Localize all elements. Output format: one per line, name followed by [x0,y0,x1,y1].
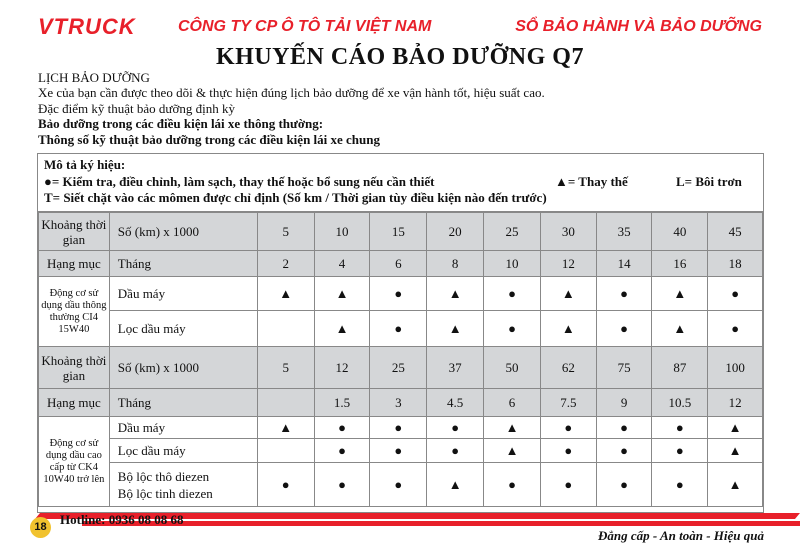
s1-month: 10 [484,251,541,277]
legend-title: Mô tả ký hiệu: [44,157,126,172]
s1-month: 14 [596,251,652,277]
page-title: KHUYẾN CÁO BẢO DƯỠNG Q7 [216,44,584,70]
s1-month: 6 [370,251,427,277]
s1-oil-mark: ▲ [257,277,314,311]
s2-month: 3 [370,389,427,417]
s1-filter-row [39,311,763,347]
s2-km: 100 [708,347,763,389]
s2-oil-mark: ● [596,417,652,439]
page-header [0,0,800,46]
s1-month: 8 [427,251,484,277]
s1-filter-mark: ● [708,311,763,347]
s1-km: 10 [314,213,370,251]
s1-month: 4 [314,251,370,277]
s2-fuel-mark: ● [314,463,370,507]
s1-km: 25 [484,213,541,251]
legend-lube: L= Bôi trơn [676,174,742,189]
s2-filter-mark: ● [427,439,484,463]
s1-oil-row [39,277,763,311]
s2-month: 10.5 [652,389,708,417]
s2-month: 6 [484,389,541,417]
s1-month: 18 [708,251,763,277]
page-number: 18 [30,517,51,538]
s2-fuel-mark: ● [652,463,708,507]
s1-month: 2 [257,251,314,277]
s2-filter-mark: ▲ [708,439,763,463]
s2-km: 37 [427,347,484,389]
s1-oil-mark: ▲ [427,277,484,311]
s2-filter-mark [257,439,314,463]
s2-km-label: Số (km) x 1000 [109,347,257,389]
s1-oil-mark: ● [596,277,652,311]
s1-filter-mark [257,311,314,347]
s2-filter-mark: ● [370,439,427,463]
company-name: CÔNG TY CP Ô TÔ TẢI VIỆT NAM [178,18,432,35]
s1-km: 15 [370,213,427,251]
s1-km: 35 [596,213,652,251]
hotline: Hotline: 0936 08 08 68 [60,512,184,527]
s2-km: 62 [540,347,596,389]
s1-month-label: Tháng [109,251,257,277]
intro-line-2: Đặc điểm kỹ thuật bảo dưỡng định kỳ [38,100,235,116]
schedule-grid [38,212,763,507]
s2-item-label: Hạng mục [39,389,110,417]
s1-oil-label: Dầu máy [109,277,257,311]
s2-interval-label: Khoảng thời gian [39,347,110,389]
s2-km: 50 [484,347,541,389]
s2-filter-mark: ● [596,439,652,463]
s1-oil-mark: ● [370,277,427,311]
footer-stripe-lower [82,521,800,526]
s2-oil-mark: ▲ [257,417,314,439]
vtruck-logo: VTRUCK [38,14,136,39]
s2-fuel-mark: ▲ [708,463,763,507]
s1-filter-mark: ▲ [314,311,370,347]
symbol-legend [38,154,763,212]
s2-month: 9 [596,389,652,417]
fine-fuel-filter-label: Bộ lộc tinh diezen [117,485,213,501]
s2-fuel-mark: ▲ [427,463,484,507]
s2-month: 1.5 [314,389,370,417]
intro-text [38,70,768,147]
s1-km: 30 [540,213,596,251]
intro-line-4: Thông số kỹ thuật bảo dưỡng trong các điều kiện lái xe chung [38,131,380,147]
s2-fuel-filter-label [109,463,257,507]
s1-filter-mark: ● [484,311,541,347]
s2-fuel-mark: ● [370,463,427,507]
s1-filter-mark: ▲ [540,311,596,347]
s2-km: 12 [314,347,370,389]
s1-filter-mark: ▲ [652,311,708,347]
s2-month: 7.5 [540,389,596,417]
s2-km: 87 [652,347,708,389]
s2-month: 12 [708,389,763,417]
s2-oil-mark: ▲ [708,417,763,439]
legend-torque: T= Siết chặt vào các mômen được chỉ định (Số km / Thời gian tùy điều kiện nào đến trước) [44,190,547,205]
s2-fuel-mark: ● [484,463,541,507]
s1-km-row [39,213,763,251]
s1-condition: Động cơ sử dụng dầu thông thường CI4 15W40 [39,277,110,347]
s2-filter-row [39,439,763,463]
s2-fuel-mark: ● [596,463,652,507]
s2-month [257,389,314,417]
s1-month: 16 [652,251,708,277]
s1-km: 5 [257,213,314,251]
s1-oil-mark: ▲ [540,277,596,311]
s2-oil-row [39,417,763,439]
s1-item-label: Hạng mục [39,251,110,277]
s2-km: 75 [596,347,652,389]
s2-oil-mark: ● [652,417,708,439]
s2-month-label: Tháng [109,389,257,417]
s1-month-row [39,251,763,277]
s2-filter-label: Lọc dầu máy [109,439,257,463]
section-heading: LỊCH BẢO DƯỠNG [38,70,150,85]
maintenance-table [37,153,764,513]
s2-filter-mark: ● [540,439,596,463]
s2-fuel-mark: ● [257,463,314,507]
s1-interval-label: Khoảng thời gian [39,213,110,251]
legend-check: ●= Kiểm tra, điều chỉnh, làm sạch, thay thế hoặc bổ sung nếu cần thiết [44,174,435,189]
s2-filter-mark: ▲ [484,439,541,463]
s1-km: 20 [427,213,484,251]
intro-line-1: Xe của bạn cần được theo dõi & thực hiện đúng lịch bảo dưỡng để xe vận hành tốt, hiệu suất cao. [38,85,545,101]
s2-km: 5 [257,347,314,389]
s2-km-row [39,347,763,389]
s1-km: 45 [708,213,763,251]
s1-filter-mark: ▲ [427,311,484,347]
intro-line-3: Bảo dưỡng trong các điều kiện lái xe thông thường: [38,116,324,132]
s2-oil-mark: ● [314,417,370,439]
s1-oil-mark: ▲ [652,277,708,311]
legend-replace: ▲= Thay thế [555,174,628,189]
s1-oil-mark: ▲ [314,277,370,311]
s2-oil-mark: ● [370,417,427,439]
s1-km: 40 [652,213,708,251]
s2-month: 4.5 [427,389,484,417]
s2-oil-mark: ● [540,417,596,439]
s2-filter-mark: ● [652,439,708,463]
s2-oil-mark: ● [427,417,484,439]
s1-month: 12 [540,251,596,277]
s1-oil-mark: ● [484,277,541,311]
s1-oil-mark: ● [708,277,763,311]
coarse-fuel-filter-label: Bộ lộc thô diezen [117,468,210,484]
s2-filter-mark: ● [314,439,370,463]
s2-fuel-mark: ● [540,463,596,507]
s1-filter-label: Lọc dầu máy [109,311,257,347]
s2-fuel-filter-row [39,463,763,507]
s1-filter-mark: ● [370,311,427,347]
s2-condition: Động cơ sử dụng dầu cao cấp từ CK4 10W40 trở lên [39,417,110,507]
s2-oil-label: Dầu máy [109,417,257,439]
book-title: SỔ BẢO HÀNH VÀ BẢO DƯỠNG [515,18,762,35]
s1-km-label: Số (km) x 1000 [109,213,257,251]
s2-month-row [39,389,763,417]
s2-oil-mark: ▲ [484,417,541,439]
s2-km: 25 [370,347,427,389]
s1-filter-mark: ● [596,311,652,347]
slogan: Đẳng cấp - An toàn - Hiệu quả [597,528,764,543]
